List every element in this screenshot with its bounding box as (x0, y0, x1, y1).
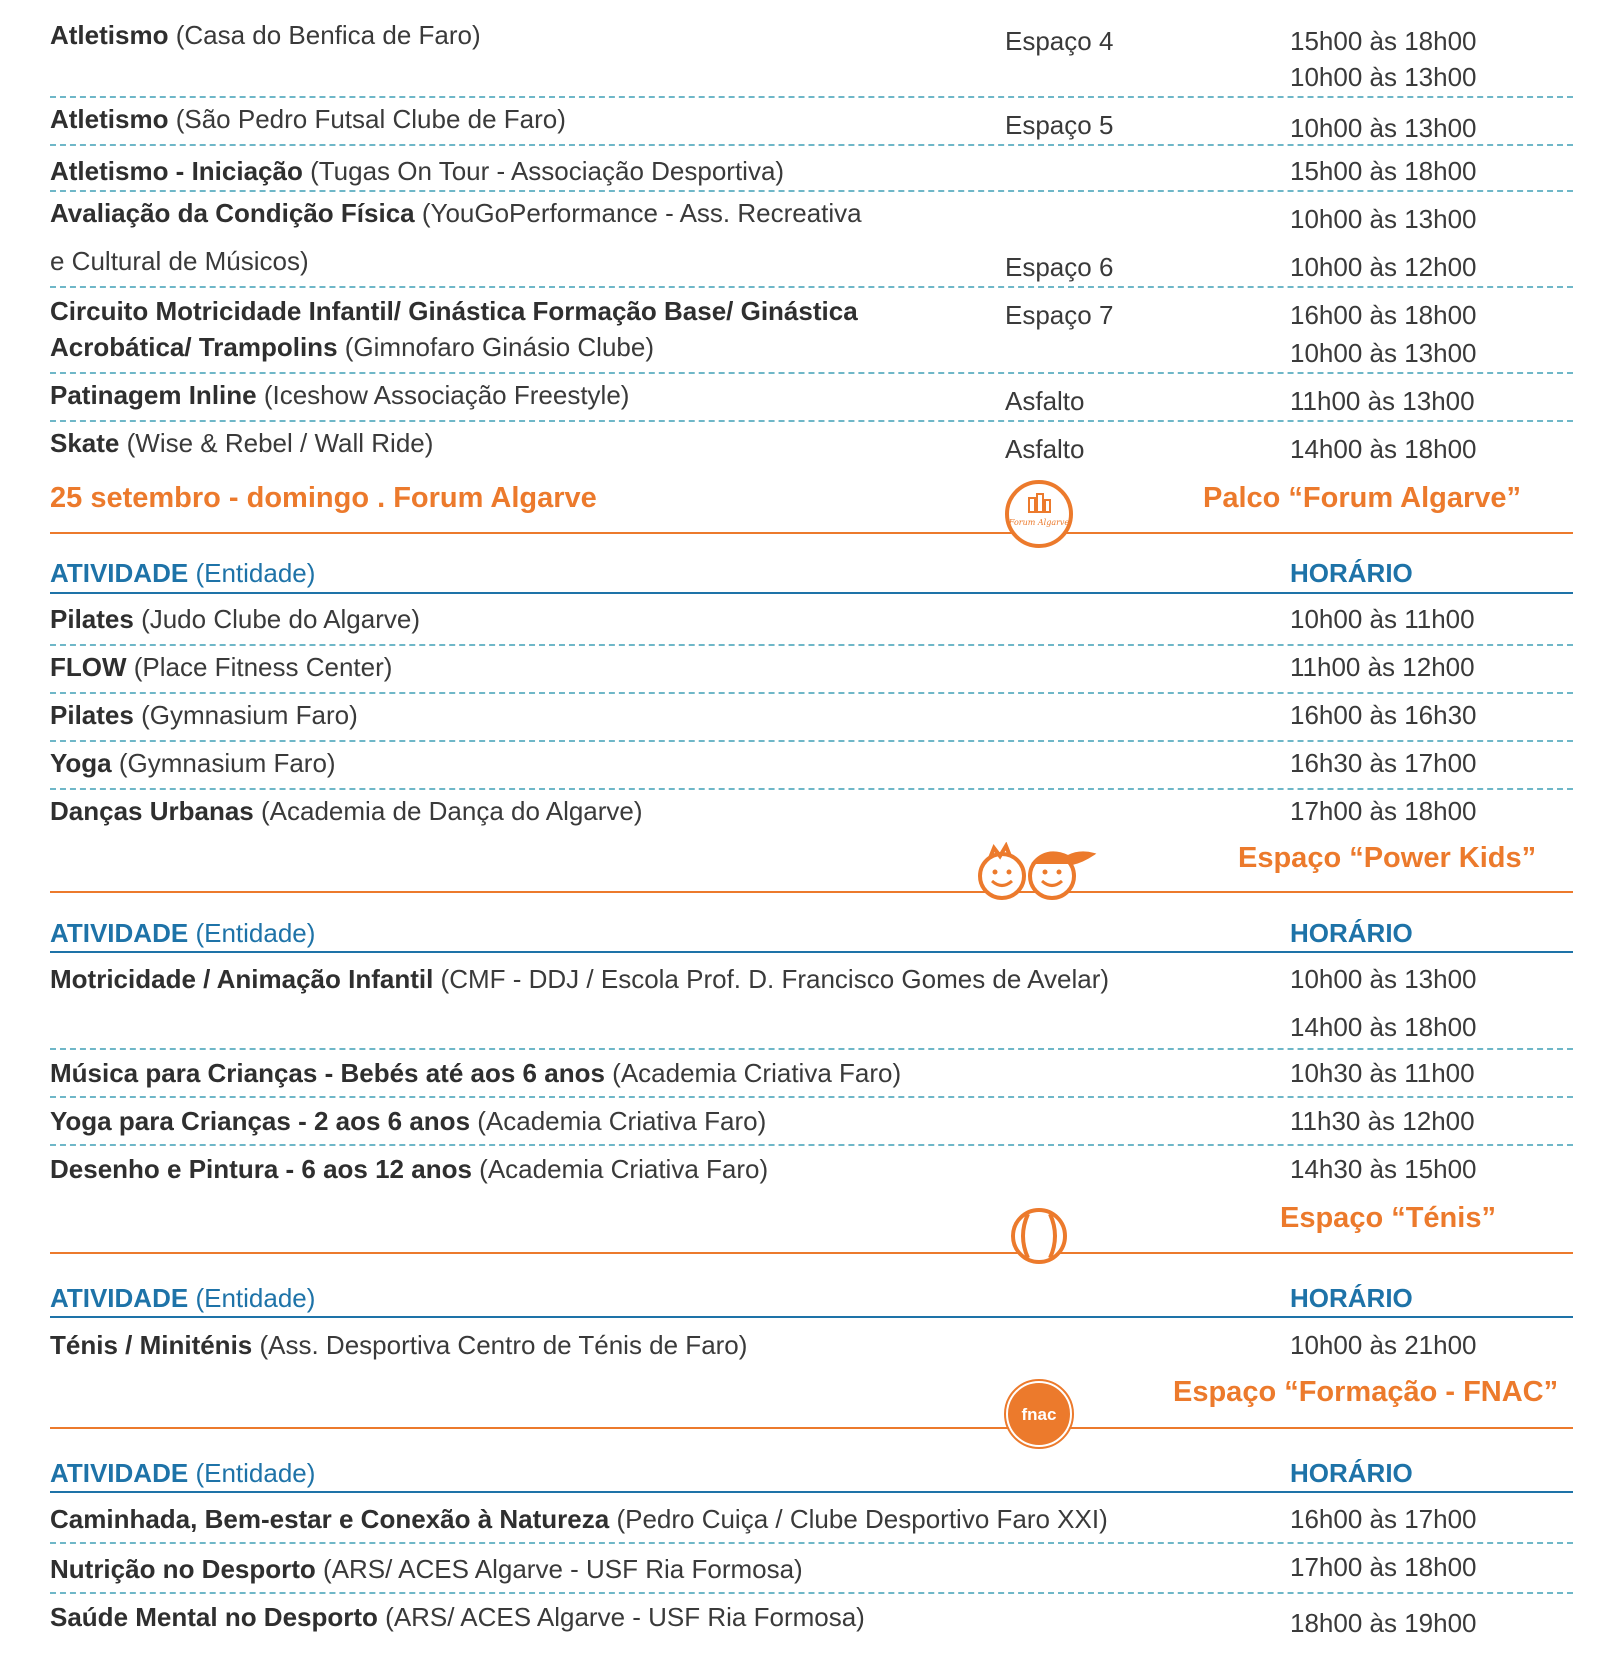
activity-row (50, 106, 566, 132)
activity-name: Caminhada, Bem-estar e Conexão à Natureza (50, 1504, 610, 1534)
fnac-logo-icon (1003, 1378, 1075, 1450)
time-label: 10h00 às 12h00 (1290, 252, 1477, 282)
header-activity-label: ATIVIDADE (50, 1283, 189, 1313)
activity-name: Atletismo (50, 104, 169, 134)
column-header-schedule: HORÁRIO (1290, 918, 1413, 948)
activity-entity: (Place Fitness Center) (133, 652, 393, 682)
activity-row (50, 654, 392, 680)
row-divider (50, 286, 1573, 288)
activity-row (50, 1604, 865, 1630)
activity-entity: (ARS/ ACES Algarve - USF Ria Formosa) (385, 1602, 865, 1632)
section-divider (50, 1427, 1573, 1429)
row-divider (50, 420, 1573, 422)
column-header-schedule: HORÁRIO (1290, 558, 1413, 588)
section-title: Espaço “Ténis” (1280, 1202, 1496, 1234)
column-header-activity (50, 1460, 315, 1486)
activity-row (50, 966, 1109, 992)
row-divider (50, 190, 1573, 192)
section-divider (50, 891, 1573, 893)
day-heading: 25 setembro - domingo . Forum Algarve (50, 482, 597, 514)
time-label: 10h00 às 11h00 (1290, 604, 1475, 634)
activity-entity: (Wise & Rebel / Wall Ride) (126, 428, 434, 458)
time-label: 14h00 às 18h00 (1290, 1012, 1477, 1042)
section-divider (50, 1252, 1573, 1254)
header-divider (50, 592, 1573, 594)
activity-entity: (Gymnasium Faro) (118, 748, 336, 778)
time-label: 11h00 às 12h00 (1290, 652, 1475, 682)
activity-row (50, 1060, 901, 1086)
row-divider (50, 740, 1573, 742)
activity-row (50, 22, 481, 48)
time-label: 14h30 às 15h00 (1290, 1154, 1477, 1184)
activity-entity-continued: e Cultural de Músicos) (50, 246, 309, 276)
time-label: 17h00 às 18h00 (1290, 1552, 1477, 1582)
row-divider (50, 788, 1573, 790)
activity-entity: (Pedro Cuiça / Clube Desportivo Faro XXI) (616, 1504, 1108, 1534)
activity-entity: (Academia Criativa Faro) (612, 1058, 902, 1088)
activity-name: Pilates (50, 604, 134, 634)
row-divider (50, 372, 1573, 374)
activity-row (50, 1506, 1108, 1532)
time-label: 16h00 às 18h00 (1290, 300, 1477, 330)
header-divider (50, 1316, 1573, 1318)
header-divider (50, 951, 1573, 953)
section-title: Espaço “Power Kids” (1238, 842, 1537, 874)
activity-row (50, 200, 862, 226)
activity-row (50, 702, 358, 728)
section-title: Espaço “Formação - FNAC” (1173, 1376, 1559, 1408)
column-header-activity (50, 1285, 315, 1311)
activity-name: Yoga para Crianças - 2 aos 6 anos (50, 1106, 471, 1136)
activity-row (50, 430, 433, 456)
time-label: 10h00 às 21h00 (1290, 1330, 1477, 1360)
column-header-schedule: HORÁRIO (1290, 1458, 1413, 1488)
header-entity-label: (Entidade) (195, 918, 316, 948)
time-label: 10h00 às 13h00 (1290, 964, 1477, 994)
activity-row (50, 298, 858, 324)
time-label: 16h30 às 17h00 (1290, 748, 1477, 778)
time-label: 15h00 às 18h00 (1290, 156, 1477, 186)
logo-text: Forum Algarve (1008, 518, 1070, 527)
time-label: 11h00 às 13h00 (1290, 386, 1475, 416)
row-divider (50, 1096, 1573, 1098)
time-label: 11h30 às 12h00 (1290, 1106, 1475, 1136)
column-header-schedule: HORÁRIO (1290, 1283, 1413, 1313)
row-divider (50, 1144, 1573, 1146)
row-divider (50, 144, 1573, 146)
activity-entity: (Academia Criativa Faro) (479, 1154, 769, 1184)
time-label: 16h00 às 16h30 (1290, 700, 1477, 730)
time-label: 10h00 às 13h00 (1290, 113, 1477, 143)
activity-row (50, 798, 643, 824)
activity-entity: (São Pedro Futsal Clube de Faro) (175, 104, 566, 134)
activity-entity: (Academia Criativa Faro) (477, 1106, 767, 1136)
activity-entity: (Ass. Desportiva Centro de Ténis de Faro) (259, 1330, 748, 1360)
time-label: 16h00 às 17h00 (1290, 1504, 1477, 1534)
tennis-ball-icon (1008, 1205, 1070, 1267)
activity-row (50, 1556, 803, 1582)
activity-name: Atletismo (50, 20, 169, 50)
time-label: 15h00 às 18h00 (1290, 26, 1477, 56)
space-label: Espaço 7 (1005, 300, 1114, 330)
activity-entity: (Gimnofaro Ginásio Clube) (344, 332, 654, 362)
activity-name: Nutrição no Desporto (50, 1554, 316, 1584)
time-label: 10h00 às 13h00 (1290, 338, 1477, 368)
time-label: 17h00 às 18h00 (1290, 796, 1477, 826)
activity-name: Motricidade / Animação Infantil (50, 964, 434, 994)
header-entity-label: (Entidade) (195, 1283, 316, 1313)
space-label: Espaço 6 (1005, 252, 1114, 282)
activity-name: Avaliação da Condição Física (50, 198, 415, 228)
space-label: Asfalto (1005, 434, 1085, 464)
column-header-activity (50, 560, 315, 586)
activity-row (50, 1156, 768, 1182)
activity-name: Yoga (50, 748, 112, 778)
activity-entity: (Judo Clube do Algarve) (141, 604, 421, 634)
space-label: Espaço 5 (1005, 110, 1114, 140)
space-label: Asfalto (1005, 386, 1085, 416)
activity-name: Desenho e Pintura - 6 aos 12 anos (50, 1154, 472, 1184)
row-divider (50, 692, 1573, 694)
forum-algarve-logo-icon (1003, 478, 1075, 550)
row-divider (50, 1048, 1573, 1050)
activity-entity: (YouGoPerformance - Ass. Recreativa (421, 198, 862, 228)
activity-row (50, 1332, 747, 1358)
row-divider (50, 96, 1573, 98)
logo-text: fnac (1021, 1405, 1057, 1424)
activity-name: Danças Urbanas (50, 796, 254, 826)
time-label: 18h00 às 19h00 (1290, 1608, 1477, 1638)
column-header-activity (50, 920, 315, 946)
activity-row (50, 606, 420, 632)
row-divider (50, 1592, 1573, 1594)
time-label: 10h00 às 13h00 (1290, 62, 1477, 92)
activity-name: Circuito Motricidade Infantil/ Ginástica Formação Base/ Ginástica (50, 296, 858, 326)
activity-entity: (Casa do Benfica de Faro) (175, 20, 481, 50)
activity-name: FLOW (50, 652, 127, 682)
activity-row (50, 750, 336, 776)
header-activity-label: ATIVIDADE (50, 1458, 189, 1488)
activity-row (50, 158, 784, 184)
time-label: 14h00 às 18h00 (1290, 434, 1477, 464)
activity-row (50, 1108, 766, 1134)
header-entity-label: (Entidade) (195, 558, 316, 588)
row-divider (50, 1542, 1573, 1544)
header-divider (50, 1491, 1573, 1493)
header-activity-label: ATIVIDADE (50, 558, 189, 588)
space-label: Espaço 4 (1005, 26, 1114, 56)
activity-name: Ténis / Miniténis (50, 1330, 253, 1360)
activity-name: Skate (50, 428, 120, 458)
activity-entity: (Iceshow Associação Freestyle) (263, 380, 630, 410)
activity-entity: (ARS/ ACES Algarve - USF Ria Formosa) (323, 1554, 803, 1584)
activity-row (50, 382, 629, 408)
section-divider (50, 532, 1573, 534)
activity-name: Saúde Mental no Desporto (50, 1602, 378, 1632)
activity-name: Patinagem Inline (50, 380, 257, 410)
activity-name: Pilates (50, 700, 134, 730)
time-label: 10h00 às 13h00 (1290, 204, 1477, 234)
activity-entity: (Tugas On Tour - Associação Desportiva) (310, 156, 785, 186)
activity-entity: (Gymnasium Faro) (141, 700, 358, 730)
header-entity-label: (Entidade) (195, 1458, 316, 1488)
activity-name: Música para Crianças - Bebés até aos 6 anos (50, 1058, 605, 1088)
power-kids-icon (976, 842, 1100, 904)
activity-entity: (CMF - DDJ / Escola Prof. D. Francisco Gomes de Avelar) (440, 964, 1110, 994)
time-label: 10h30 às 11h00 (1290, 1058, 1475, 1088)
row-divider (50, 644, 1573, 646)
header-activity-label: ATIVIDADE (50, 918, 189, 948)
activity-name: Acrobática/ Trampolins (50, 332, 338, 362)
activity-row-continued (50, 334, 654, 360)
activity-name: Atletismo - Iniciação (50, 156, 303, 186)
activity-entity: (Academia de Dança do Algarve) (261, 796, 643, 826)
section-title: Palco “Forum Algarve” (1203, 482, 1522, 514)
